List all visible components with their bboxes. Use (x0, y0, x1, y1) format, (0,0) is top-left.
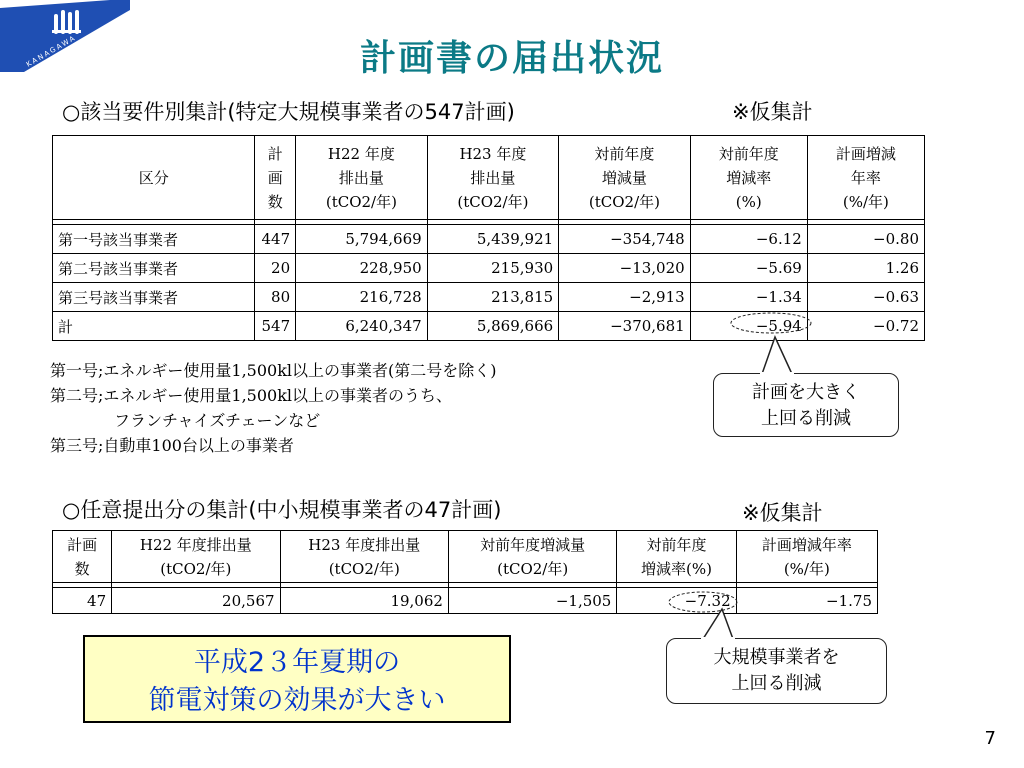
table-cell: 第二号該当事業者 (53, 254, 255, 283)
column-header: H23 年度排出量 (tCO2/年) (280, 531, 448, 583)
table-cell: 5,439,921 (427, 225, 559, 254)
column-header: H22 年度 排出量 (tCO2/年) (296, 136, 428, 220)
section2-heading: ○任意提出分の集計(中小規模事業者の47計画) (62, 498, 502, 522)
note-line: 第一号;エネルギー使用量1,500kl以上の事業者(第二号を除く) (50, 361, 497, 380)
column-header: 対前年度 増減率(%) (617, 531, 736, 583)
table-cell: −6.12 (690, 225, 807, 254)
table-cell: 5,869,666 (427, 312, 559, 341)
column-header: H23 年度 排出量 (tCO2/年) (427, 136, 559, 220)
table-cell: 547 (255, 312, 296, 341)
table-cell: 1.26 (807, 254, 924, 283)
table-cell: −0.72 (807, 312, 924, 341)
summary-line: 平成2３年夏期の (193, 647, 401, 678)
highlight-ring (731, 313, 811, 333)
callout-line: 上回る削減 (731, 673, 822, 694)
table-cell: −1.34 (690, 283, 807, 312)
column-header: H22 年度排出量 (tCO2/年) (112, 531, 280, 583)
table-cell: −13,020 (559, 254, 691, 283)
summary-line: 節電対策の効果が大きい (148, 685, 446, 716)
table-cell: 計 (53, 312, 255, 341)
table-cell: 20,567 (112, 588, 280, 614)
column-header: 対前年度 増減率 (%) (690, 136, 807, 220)
table-cell: 228,950 (296, 254, 428, 283)
column-header: 計画増減年率 (%/年) (736, 531, 877, 583)
table-cell: −2,913 (559, 283, 691, 312)
table-cell: 47 (53, 588, 112, 614)
column-header: 計画 数 (53, 531, 112, 583)
table-cell: 19,062 (280, 588, 448, 614)
table-cell: −5.69 (690, 254, 807, 283)
page-number: 7 (984, 728, 996, 749)
table-cell: 20 (255, 254, 296, 283)
table-cell: −370,681 (559, 312, 691, 341)
callout-line: 大規模事業者を (713, 647, 840, 668)
table-cell: 第一号該当事業者 (53, 225, 255, 254)
section2-note: ※仮集計 (742, 501, 823, 525)
table-cell: 5,794,669 (296, 225, 428, 254)
note-line: 第三号;自動車100台以上の事業者 (50, 436, 294, 455)
callout-line: 計画を大きく (752, 382, 860, 403)
logo-text: KANAGAWA (25, 33, 78, 69)
section1-heading: ○該当要件別集計(特定大規模事業者の547計画) (62, 100, 515, 124)
table-cell: 447 (255, 225, 296, 254)
column-header: 区分 (53, 136, 255, 220)
table-cell: −7.32 (617, 588, 736, 614)
note-line: 第二号;エネルギー使用量1,500kl以上の事業者のうち、 (50, 386, 453, 405)
page-title: 計画書の届出状況 (359, 38, 664, 79)
table-cell: −0.80 (807, 225, 924, 254)
table-cell: 213,815 (427, 283, 559, 312)
column-header: 計画増減 年率 (%/年) (807, 136, 924, 220)
callout-pointer (703, 609, 733, 639)
column-header: 計 画 数 (255, 136, 296, 220)
column-header: 対前年度増減量 (tCO2/年) (448, 531, 616, 583)
callout-pointer (762, 337, 792, 374)
table-cell: −354,748 (559, 225, 691, 254)
note-line: フランチャイズチェーンなど (50, 411, 321, 430)
section1-note: ※仮集計 (732, 100, 813, 124)
callout-line: 上回る削減 (761, 408, 851, 429)
table-cell: 6,240,347 (296, 312, 428, 341)
table-cell: 80 (255, 283, 296, 312)
table-cell: −1,505 (448, 588, 616, 614)
table-cell: 216,728 (296, 283, 428, 312)
table-cell: −0.63 (807, 283, 924, 312)
column-header: 対前年度 増減量 (tCO2/年) (559, 136, 691, 220)
table-cell: −5.94 (690, 312, 807, 341)
table-cell: −1.75 (736, 588, 877, 614)
table-cell: 215,930 (427, 254, 559, 283)
table-cell: 第三号該当事業者 (53, 283, 255, 312)
highlight-ring (669, 592, 737, 612)
